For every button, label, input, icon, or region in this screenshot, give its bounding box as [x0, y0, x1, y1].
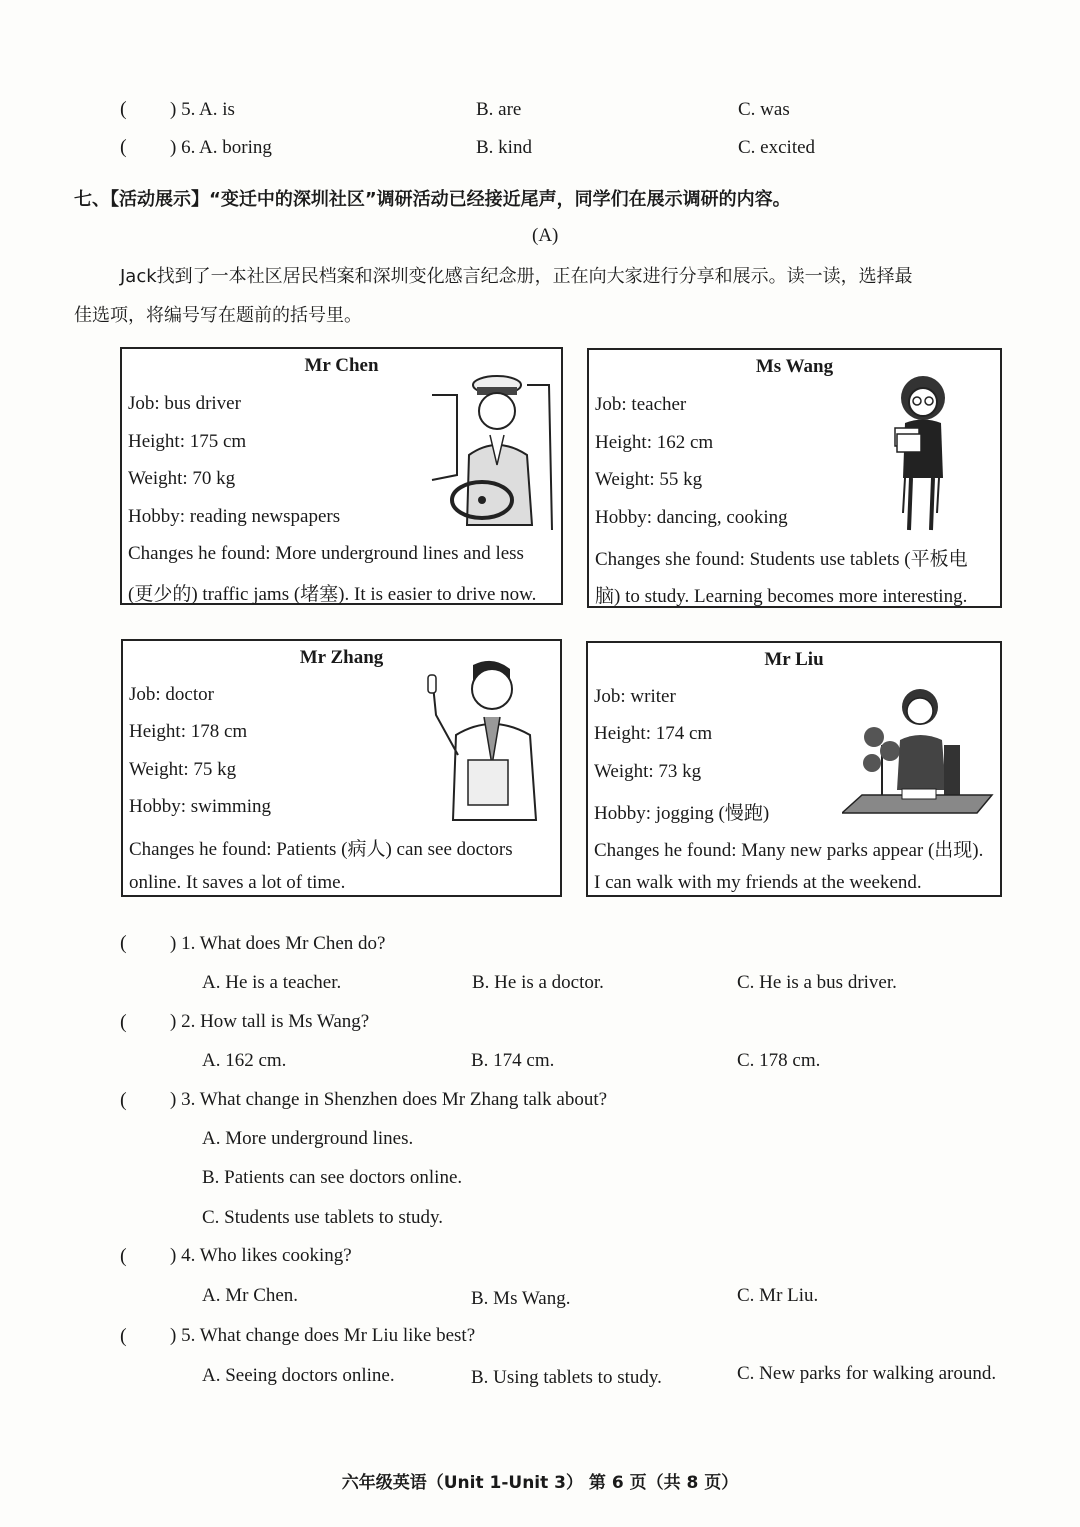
card-height: Height: 175 cm — [128, 431, 247, 452]
option-b: B. 174 cm. — [471, 1050, 555, 1071]
option-a: A. 162 cm. — [202, 1050, 287, 1071]
card-job: Job: teacher — [595, 394, 687, 415]
card-height: Height: 162 cm — [595, 432, 714, 453]
card-weight: Weight: 73 kg — [594, 761, 702, 782]
card-change-line-1: Changes he found: Many new parks appear (出现). — [594, 840, 984, 861]
option-a: A. More underground lines. — [202, 1128, 414, 1149]
answer-bracket[interactable]: ( — [120, 1245, 127, 1267]
card-change-line-1: Changes he found: More underground lines and less — [128, 543, 524, 564]
instruction-line-2: 佳选项，将编号写在题前的括号里。 — [74, 305, 362, 326]
card-hobby: Hobby: reading newspapers — [128, 506, 341, 527]
card-name: Mr Chen — [304, 355, 379, 376]
answer-bracket[interactable]: ( — [120, 98, 127, 120]
profile-card-ms-wang — [587, 348, 1002, 608]
answer-bracket[interactable]: ( — [120, 1325, 127, 1347]
card-name: Mr Zhang — [299, 647, 384, 668]
card-change-line-2: (更少的) traffic jams (堵塞). It is easier to drive now. — [128, 584, 537, 605]
instruction-line-1: Jack找到了一本社区居民档案和深圳变化感言纪念册，正在向大家进行分享和展示。读一读，选择最 — [120, 266, 913, 287]
card-job: Job: doctor — [129, 684, 214, 705]
teacher-illustration — [885, 368, 965, 536]
card-weight: Weight: 75 kg — [129, 759, 237, 780]
profile-card-mr-liu — [586, 641, 1002, 897]
question-stem: ) 5. What change does Mr Liu like best? — [170, 1325, 476, 1346]
card-hobby: Hobby: dancing, cooking — [595, 507, 788, 528]
card-change-line-2: online. It saves a lot of time. — [129, 872, 346, 893]
card-change-line-2: 脑) to study. Learning becomes more interesting. — [595, 586, 968, 607]
section-heading: 七、【活动展示】“变迁中的深圳社区”调研活动已经接近尾声，同学们在展示调研的内容。 — [74, 189, 791, 210]
card-change-line-1: Changes she found: Students use tablets (平板电 — [595, 549, 968, 570]
option-a: A. Seeing doctors online. — [202, 1365, 395, 1386]
doctor-illustration — [418, 655, 553, 825]
bus-driver-illustration — [427, 365, 557, 535]
card-hobby: Hobby: swimming — [129, 796, 271, 817]
card-weight: Weight: 55 kg — [595, 469, 703, 490]
option-b: B. Ms Wang. — [471, 1288, 571, 1309]
option-c: C. Mr Liu. — [737, 1285, 819, 1306]
option-b: B. are — [476, 99, 522, 120]
card-change-line-2: I can walk with my friends at the weekend. — [594, 872, 922, 893]
writer-illustration — [842, 685, 1000, 815]
option-c: C. 178 cm. — [737, 1050, 821, 1071]
answer-bracket[interactable]: ( — [120, 1089, 127, 1111]
question-stem: ) 6. A. boring — [170, 137, 272, 158]
card-weight: Weight: 70 kg — [128, 468, 236, 489]
profile-card-mr-zhang — [121, 639, 562, 897]
option-a: A. Mr Chen. — [202, 1285, 299, 1306]
option-b: B. He is a doctor. — [472, 972, 604, 993]
answer-bracket[interactable]: ( — [120, 1011, 127, 1033]
question-stem: ) 3. What change in Shenzhen does Mr Zhang talk about? — [170, 1089, 608, 1110]
option-c: C. Students use tablets to study. — [202, 1207, 444, 1228]
card-height: Height: 174 cm — [594, 723, 713, 744]
card-hobby: Hobby: jogging (慢跑) — [594, 803, 770, 824]
option-b: B. Patients can see doctors online. — [202, 1167, 463, 1188]
card-height: Height: 178 cm — [129, 721, 248, 742]
option-c: C. New parks for walking around. — [737, 1363, 997, 1384]
option-a: A. He is a teacher. — [202, 972, 342, 993]
question-stem: ) 1. What does Mr Chen do? — [170, 933, 386, 954]
option-b: B. kind — [476, 137, 532, 158]
answer-bracket[interactable]: ( — [120, 136, 127, 158]
option-c: C. He is a bus driver. — [737, 972, 897, 993]
option-c: C. was — [738, 99, 790, 120]
card-change-line-1: Changes he found: Patients (病人) can see doctors — [129, 839, 513, 860]
page-footer: 六年级英语（Unit 1-Unit 3） 第 6 页（共 8 页） — [341, 1473, 739, 1493]
card-job: Job: bus driver — [128, 393, 241, 414]
question-stem: ) 4. Who likes cooking? — [170, 1245, 352, 1266]
option-c: C. excited — [738, 137, 816, 158]
question-stem: ) 2. How tall is Ms Wang? — [170, 1011, 370, 1032]
card-name: Ms Wang — [755, 356, 834, 377]
answer-bracket[interactable]: ( — [120, 932, 127, 954]
option-b: B. Using tablets to study. — [471, 1367, 662, 1388]
profile-card-mr-chen — [120, 347, 563, 605]
question-stem: ) 5. A. is — [170, 99, 235, 120]
card-name: Mr Liu — [764, 649, 824, 670]
part-label: (A) — [532, 225, 559, 246]
card-job: Job: writer — [594, 686, 676, 707]
